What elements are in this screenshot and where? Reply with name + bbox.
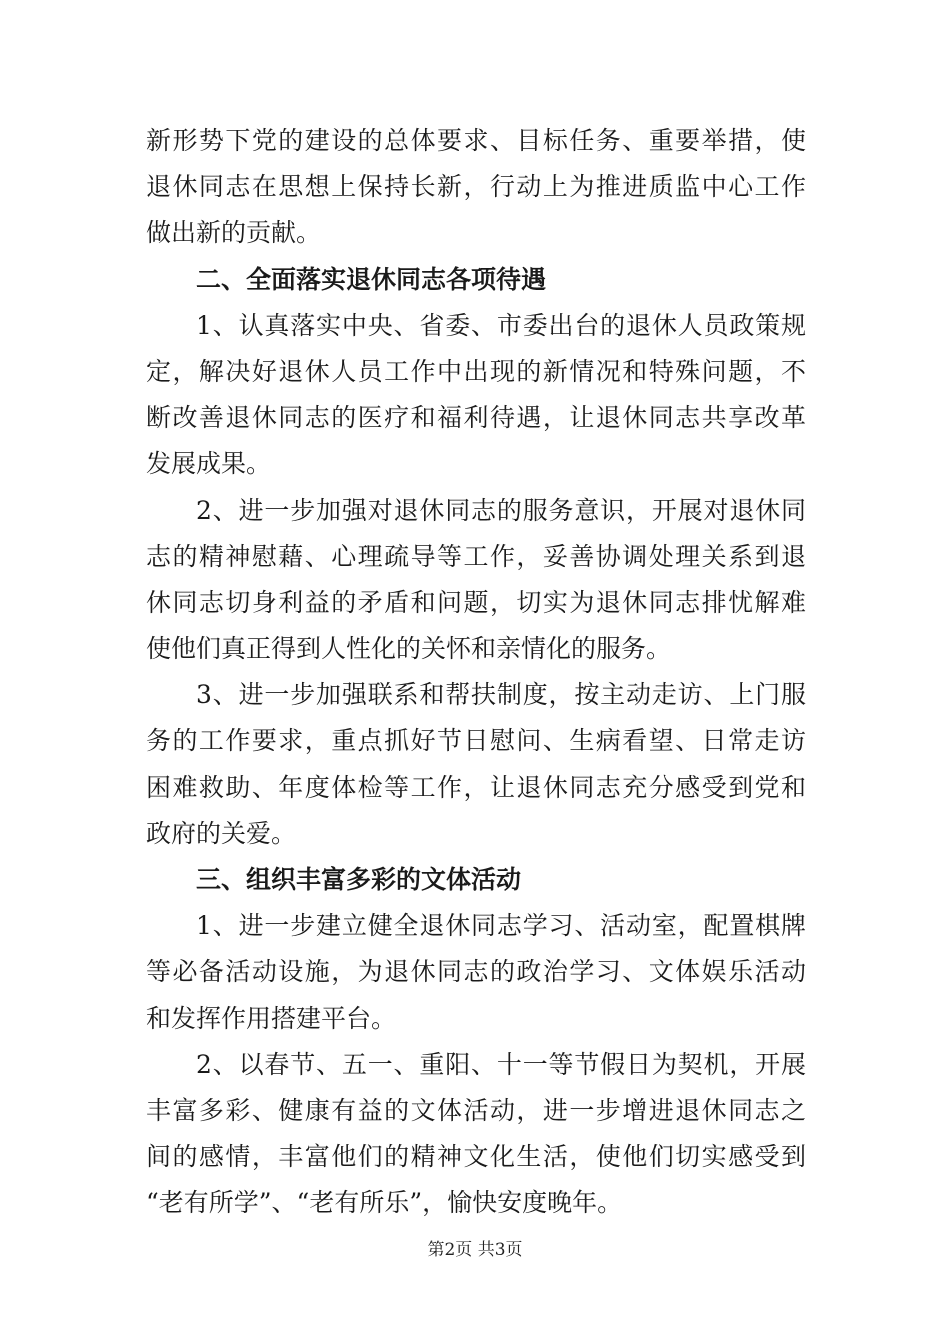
paragraph: [146, 672, 806, 857]
paragraph: [146, 903, 806, 1042]
text-line: 断改善退休同志的医疗和福利待遇，让退休同志共享改革: [146, 403, 806, 433]
text-line: 退休同志在思想上保持长新，行动上为推进质监中心工作: [146, 172, 806, 202]
text-line: 2、以春节、五一、重阳、十一等节假日为契机，开展: [196, 1049, 806, 1079]
section-heading-text: 二、全面落实退休同志各项待遇: [196, 264, 547, 294]
text-line: 新形势下党的建设的总体要求、目标任务、重要举措，使: [146, 126, 806, 155]
text-line: 和发挥作用搭建平台。: [146, 1003, 397, 1033]
text-line: 休同志切身利益的矛盾和问题，切实为退休同志排忧解难: [146, 587, 806, 617]
text-line: 困难救助、年度体检等工作，让退休同志充分感受到党和: [146, 772, 806, 802]
text-line: 做出新的贡献。: [146, 218, 322, 248]
text-line: 3、进一步加强联系和帮扶制度，按主动走访、上门服: [196, 680, 806, 710]
text-line: 务的工作要求，重点抓好节日慰问、生病看望、日常走访: [146, 726, 806, 756]
section-heading: [146, 857, 806, 903]
section-heading-text: 三、组织丰富多彩的文体活动: [196, 865, 522, 894]
document-body: [146, 118, 806, 1227]
paragraph: [146, 118, 806, 257]
page-number-label: 第2页 共3页: [427, 1240, 523, 1260]
text-line: 2、进一步加强对退休同志的服务意识，开展对退休同: [196, 495, 806, 525]
text-line: 1、进一步建立健全退休同志学习、活动室，配置棋牌: [196, 911, 806, 941]
text-line: 丰富多彩、健康有益的文体活动，进一步增进退休同志之: [146, 1095, 806, 1125]
text-line: “老有所学”、“老有所乐”，愉快安度晚年。: [146, 1188, 623, 1218]
text-line: 间的感情，丰富他们的精神文化生活，使他们切实感受到: [146, 1142, 806, 1172]
paragraph: [146, 303, 806, 488]
text-line: 1、认真落实中央、省委、市委出台的退休人员政策规: [196, 310, 806, 340]
text-line: 发展成果。: [146, 449, 272, 479]
section-heading: [146, 257, 806, 303]
page-footer: [0, 1238, 950, 1262]
text-line: 定，解决好退休人员工作中出现的新情况和特殊问题，不: [146, 356, 806, 386]
paragraph: [146, 488, 806, 673]
text-line: 政府的关爱。: [146, 818, 297, 848]
paragraph: [146, 1042, 806, 1227]
text-line: 使他们真正得到人性化的关怀和亲情化的服务。: [146, 634, 672, 664]
text-line: 志的精神慰藉、心理疏导等工作，妥善协调处理关系到退: [146, 541, 806, 571]
text-line: 等必备活动设施，为退休同志的政治学习、文体娱乐活动: [146, 957, 806, 987]
